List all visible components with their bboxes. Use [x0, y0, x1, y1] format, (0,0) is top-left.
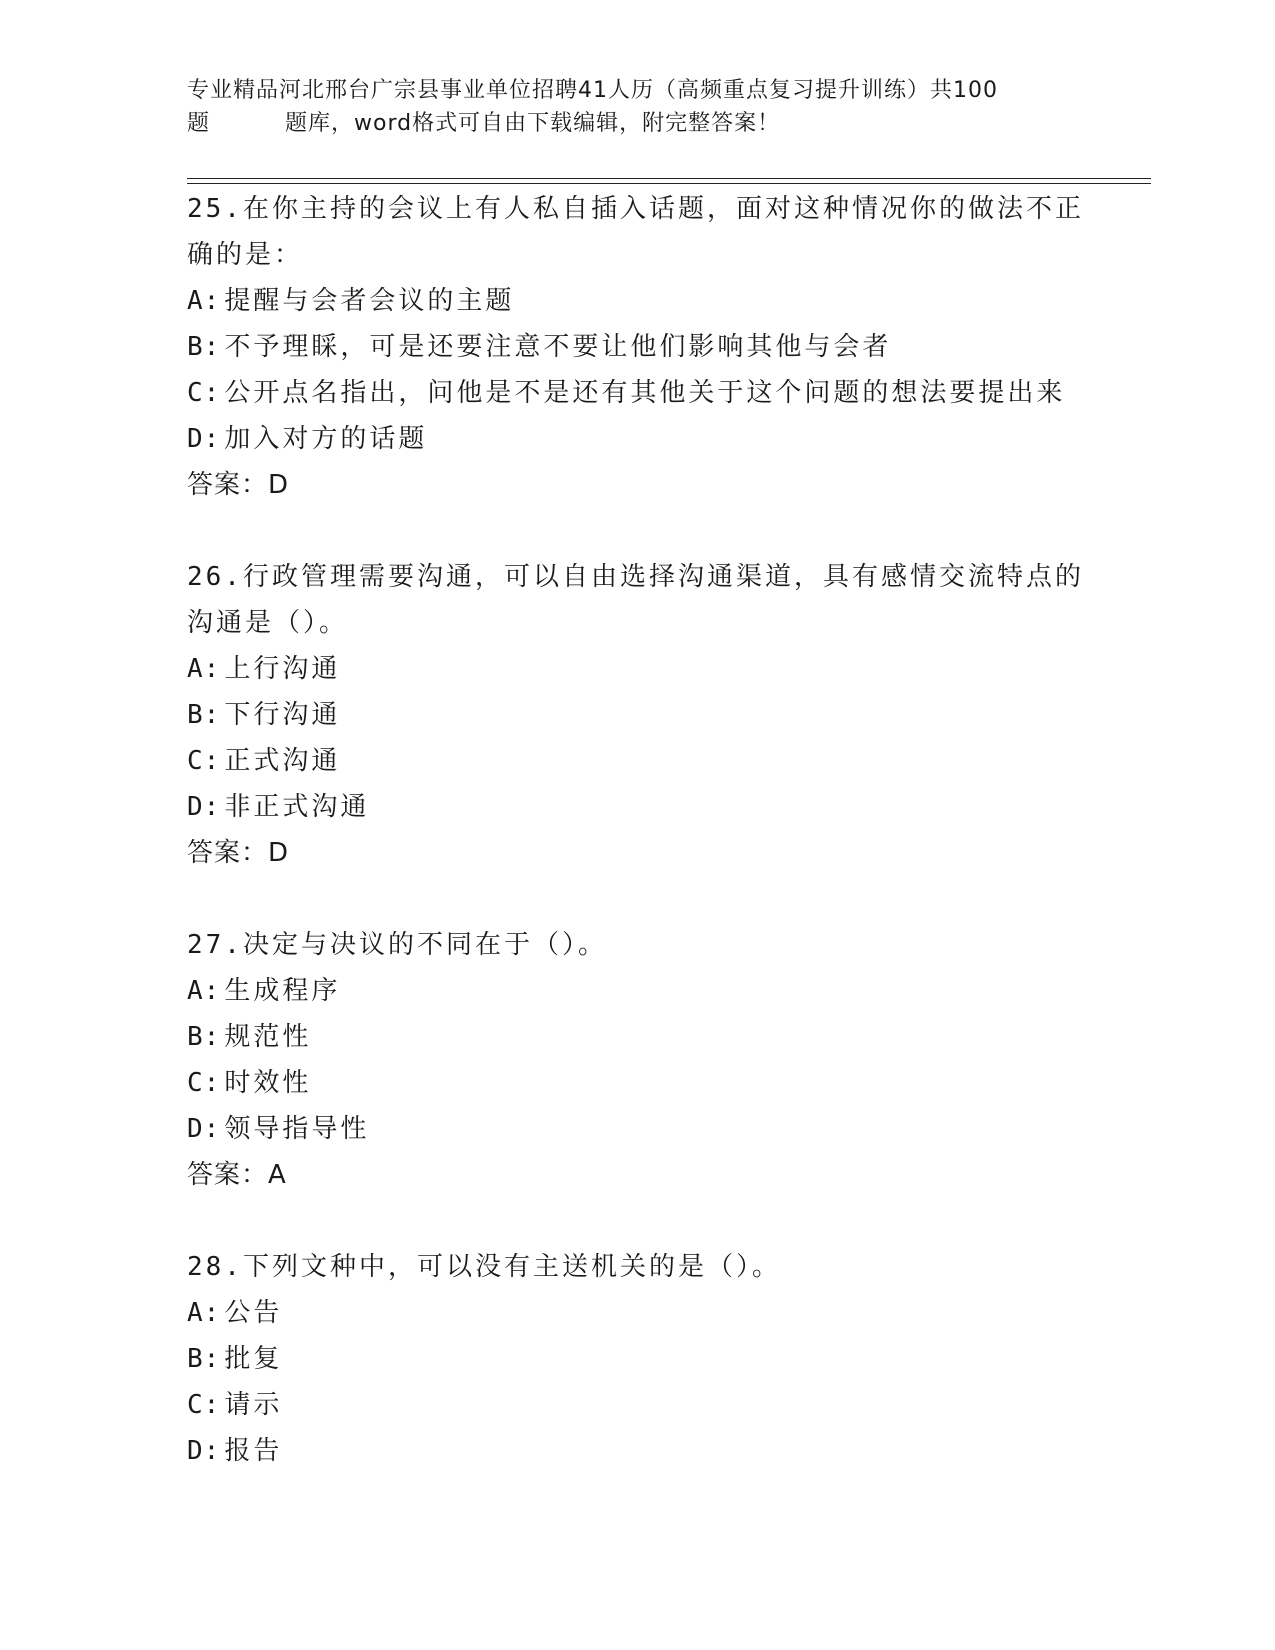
option-a: A: 公告 [187, 1298, 283, 1328]
question-stem: 27.决定与决议的不同在于（）。 [187, 930, 607, 960]
question-27 [187, 922, 1087, 1198]
option-d: D: 报告 [187, 1436, 283, 1466]
option-d: D: 领导指导性 [187, 1114, 370, 1144]
answer-label: 答案：D [187, 470, 290, 500]
option-d: D: 非正式沟通 [187, 792, 370, 822]
header-title-line-2-rest: 题库，word格式可自由下载编辑，附完整答案！ [285, 111, 781, 136]
option-c: C: 时效性 [187, 1068, 312, 1098]
header-title-line-2 [187, 107, 1067, 140]
question-26 [187, 554, 1087, 876]
option-c: C: 公开点名指出，问他是不是还有其他关于这个问题的想法要提出来 [187, 378, 1066, 408]
question-list [187, 186, 1087, 1520]
header-title-line-2-start: 题 [187, 111, 211, 136]
question-stem: 28.下列文种中，可以没有主送机关的是（）。 [187, 1252, 781, 1282]
option-b: B: 规范性 [187, 1022, 312, 1052]
question-stem-continued: 确的是： [187, 240, 304, 270]
option-a: A: 生成程序 [187, 976, 341, 1006]
option-a: A: 上行沟通 [187, 654, 341, 684]
question-25 [187, 186, 1087, 508]
option-b: B: 批复 [187, 1344, 283, 1374]
option-b: B: 下行沟通 [187, 700, 341, 730]
answer-label: 答案：D [187, 838, 290, 868]
question-28 [187, 1244, 1087, 1474]
option-c: C: 正式沟通 [187, 746, 341, 776]
header-divider-bottom [187, 183, 1151, 184]
page-header [187, 74, 1067, 140]
question-stem: 26.行政管理需要沟通，可以自由选择沟通渠道，具有感情交流特点的 [187, 562, 1084, 592]
header-divider-top [187, 178, 1151, 179]
option-c: C: 请示 [187, 1390, 283, 1420]
option-d: D: 加入对方的话题 [187, 424, 428, 454]
answer-label: 答案：A [187, 1160, 287, 1190]
option-b: B: 不予理睬，可是还要注意不要让他们影响其他与会者 [187, 332, 892, 362]
option-a: A: 提醒与会者会议的主题 [187, 286, 515, 316]
question-stem-continued: 沟通是（）。 [187, 608, 349, 638]
header-title-line-1: 专业精品河北邢台广宗县事业单位招聘41人历（高频重点复习提升训练）共100 [187, 78, 998, 103]
question-stem: 25.在你主持的会议上有人私自插入话题，面对这种情况你的做法不正 [187, 194, 1084, 224]
